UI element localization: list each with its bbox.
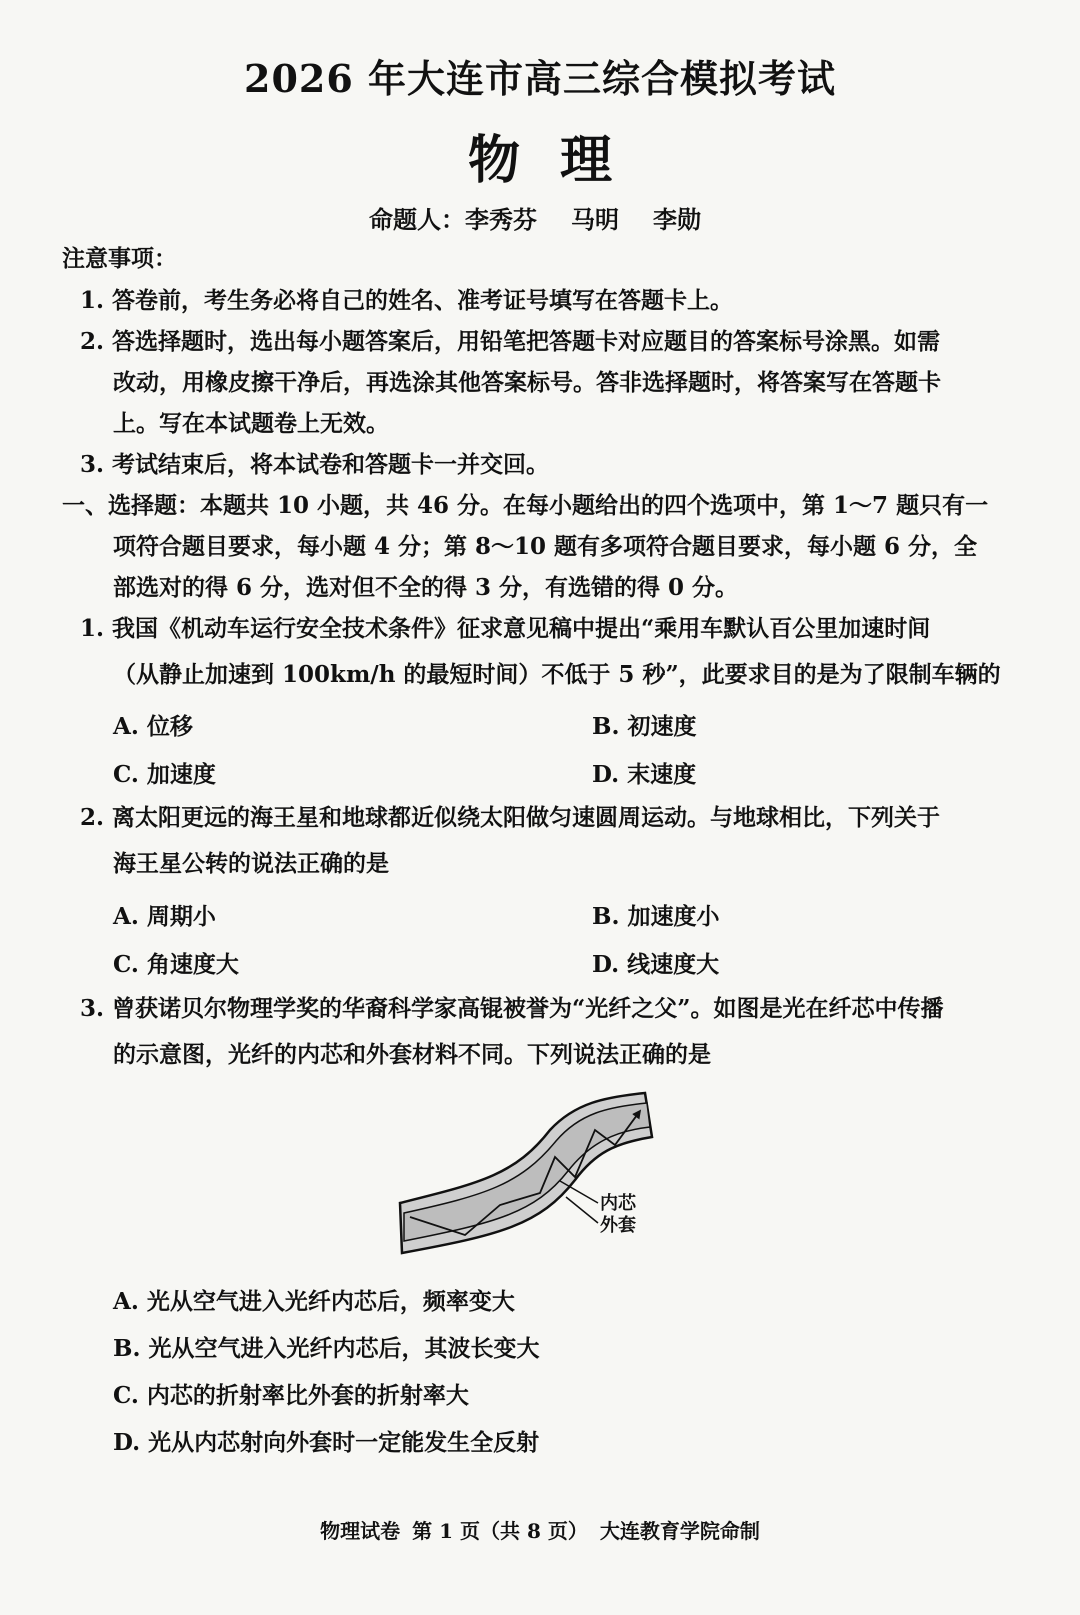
q2-option-d: D. 线速度大 [592,951,720,978]
label-cladding: 外套 [600,1215,636,1236]
author-name: 李秀芬 [465,205,537,234]
authors-line [0,200,1080,235]
footer-subject: 物理试卷 [320,1519,401,1543]
q1-option-a: A. 位移 [113,713,193,740]
author-name: 马明 [571,205,619,234]
label-core: 内芯 [600,1193,636,1214]
notice-item: 3. 考试结束后，将本试卷和答题卡一并交回。 [80,451,550,478]
notice-item: 上。写在本试题卷上无效。 [113,410,389,437]
q2-option-b: B. 加速度小 [592,903,720,930]
exam-title: 2026 年大连市高三综合模拟考试 [244,56,836,101]
notice-item: 改动，用橡皮擦干净后，再选涂其他答案标号。答非选择题时，将答案写在答题卡 [113,369,941,396]
author-name: 李勋 [653,205,701,234]
q3-option-c: C. 内芯的折射率比外套的折射率大 [113,1382,469,1409]
question-1-stem: （从静止加速到 100km/h 的最短时间）不低于 5 秒”，此要求目的是为了限制车辆的 [113,661,1001,688]
subject-title: 物理 [467,130,652,191]
question-2-stem: 海王星公转的说法正确的是 [113,850,389,877]
optical-fiber-figure [390,1085,690,1265]
notice-item: 2. 答选择题时，选出每小题答案后，用铅笔把答题卡对应题目的答案标号涂黑。如需 [80,328,941,355]
q2-option-c: C. 角速度大 [113,951,239,978]
q1-option-d: D. 末速度 [592,761,697,788]
q1-option-c: C. 加速度 [113,761,216,788]
q3-option-d: D. 光从内芯射向外套时一定能发生全反射 [113,1429,540,1456]
q3-option-b: B. 光从空气进入光纤内芯后，其波长变大 [113,1335,540,1362]
question-2-stem: 2. 离太阳更远的海王星和地球都近似绕太阳做匀速圆周运动。与地球相比，下列关于 [80,804,941,831]
section-text: 项符合题目要求，每小题 4 分；第 8～10 题有多项符合题目要求，每小题 6 分，全 [113,533,978,560]
footer-page-number: 第 1 页（共 8 页） [412,1519,588,1543]
q1-option-b: B. 初速度 [592,713,697,740]
section-text: 部选对的得 6 分，选对但不全的得 3 分，有选错的得 0 分。 [113,574,739,601]
notice-heading: 注意事项： [62,245,177,272]
notice-item: 1. 答卷前，考生务必将自己的姓名、准考证号填写在答题卡上。 [80,287,734,314]
question-3-stem: 的示意图，光纤的内芯和外套材料不同。下列说法正确的是 [113,1041,711,1068]
question-1-stem: 1. 我国《机动车运行安全技术条件》征求意见稿中提出“乘用车默认百公里加速时间 [80,615,931,642]
page-footer [0,1515,1080,1544]
q3-option-a: A. 光从空气进入光纤内芯后，频率变大 [113,1288,515,1315]
q2-option-a: A. 周期小 [113,903,216,930]
footer-publisher: 大连教育学院命制 [599,1519,760,1543]
question-3-stem: 3. 曾获诺贝尔物理学奖的华裔科学家高锟被誉为“光纤之父”。如图是光在纤芯中传播 [80,995,944,1022]
authors-label: 命题人： [369,205,465,234]
section-heading: 一、选择题：本题共 10 小题，共 46 分。在每小题给出的四个选项中，第 1～7 题只有一 [62,492,989,519]
